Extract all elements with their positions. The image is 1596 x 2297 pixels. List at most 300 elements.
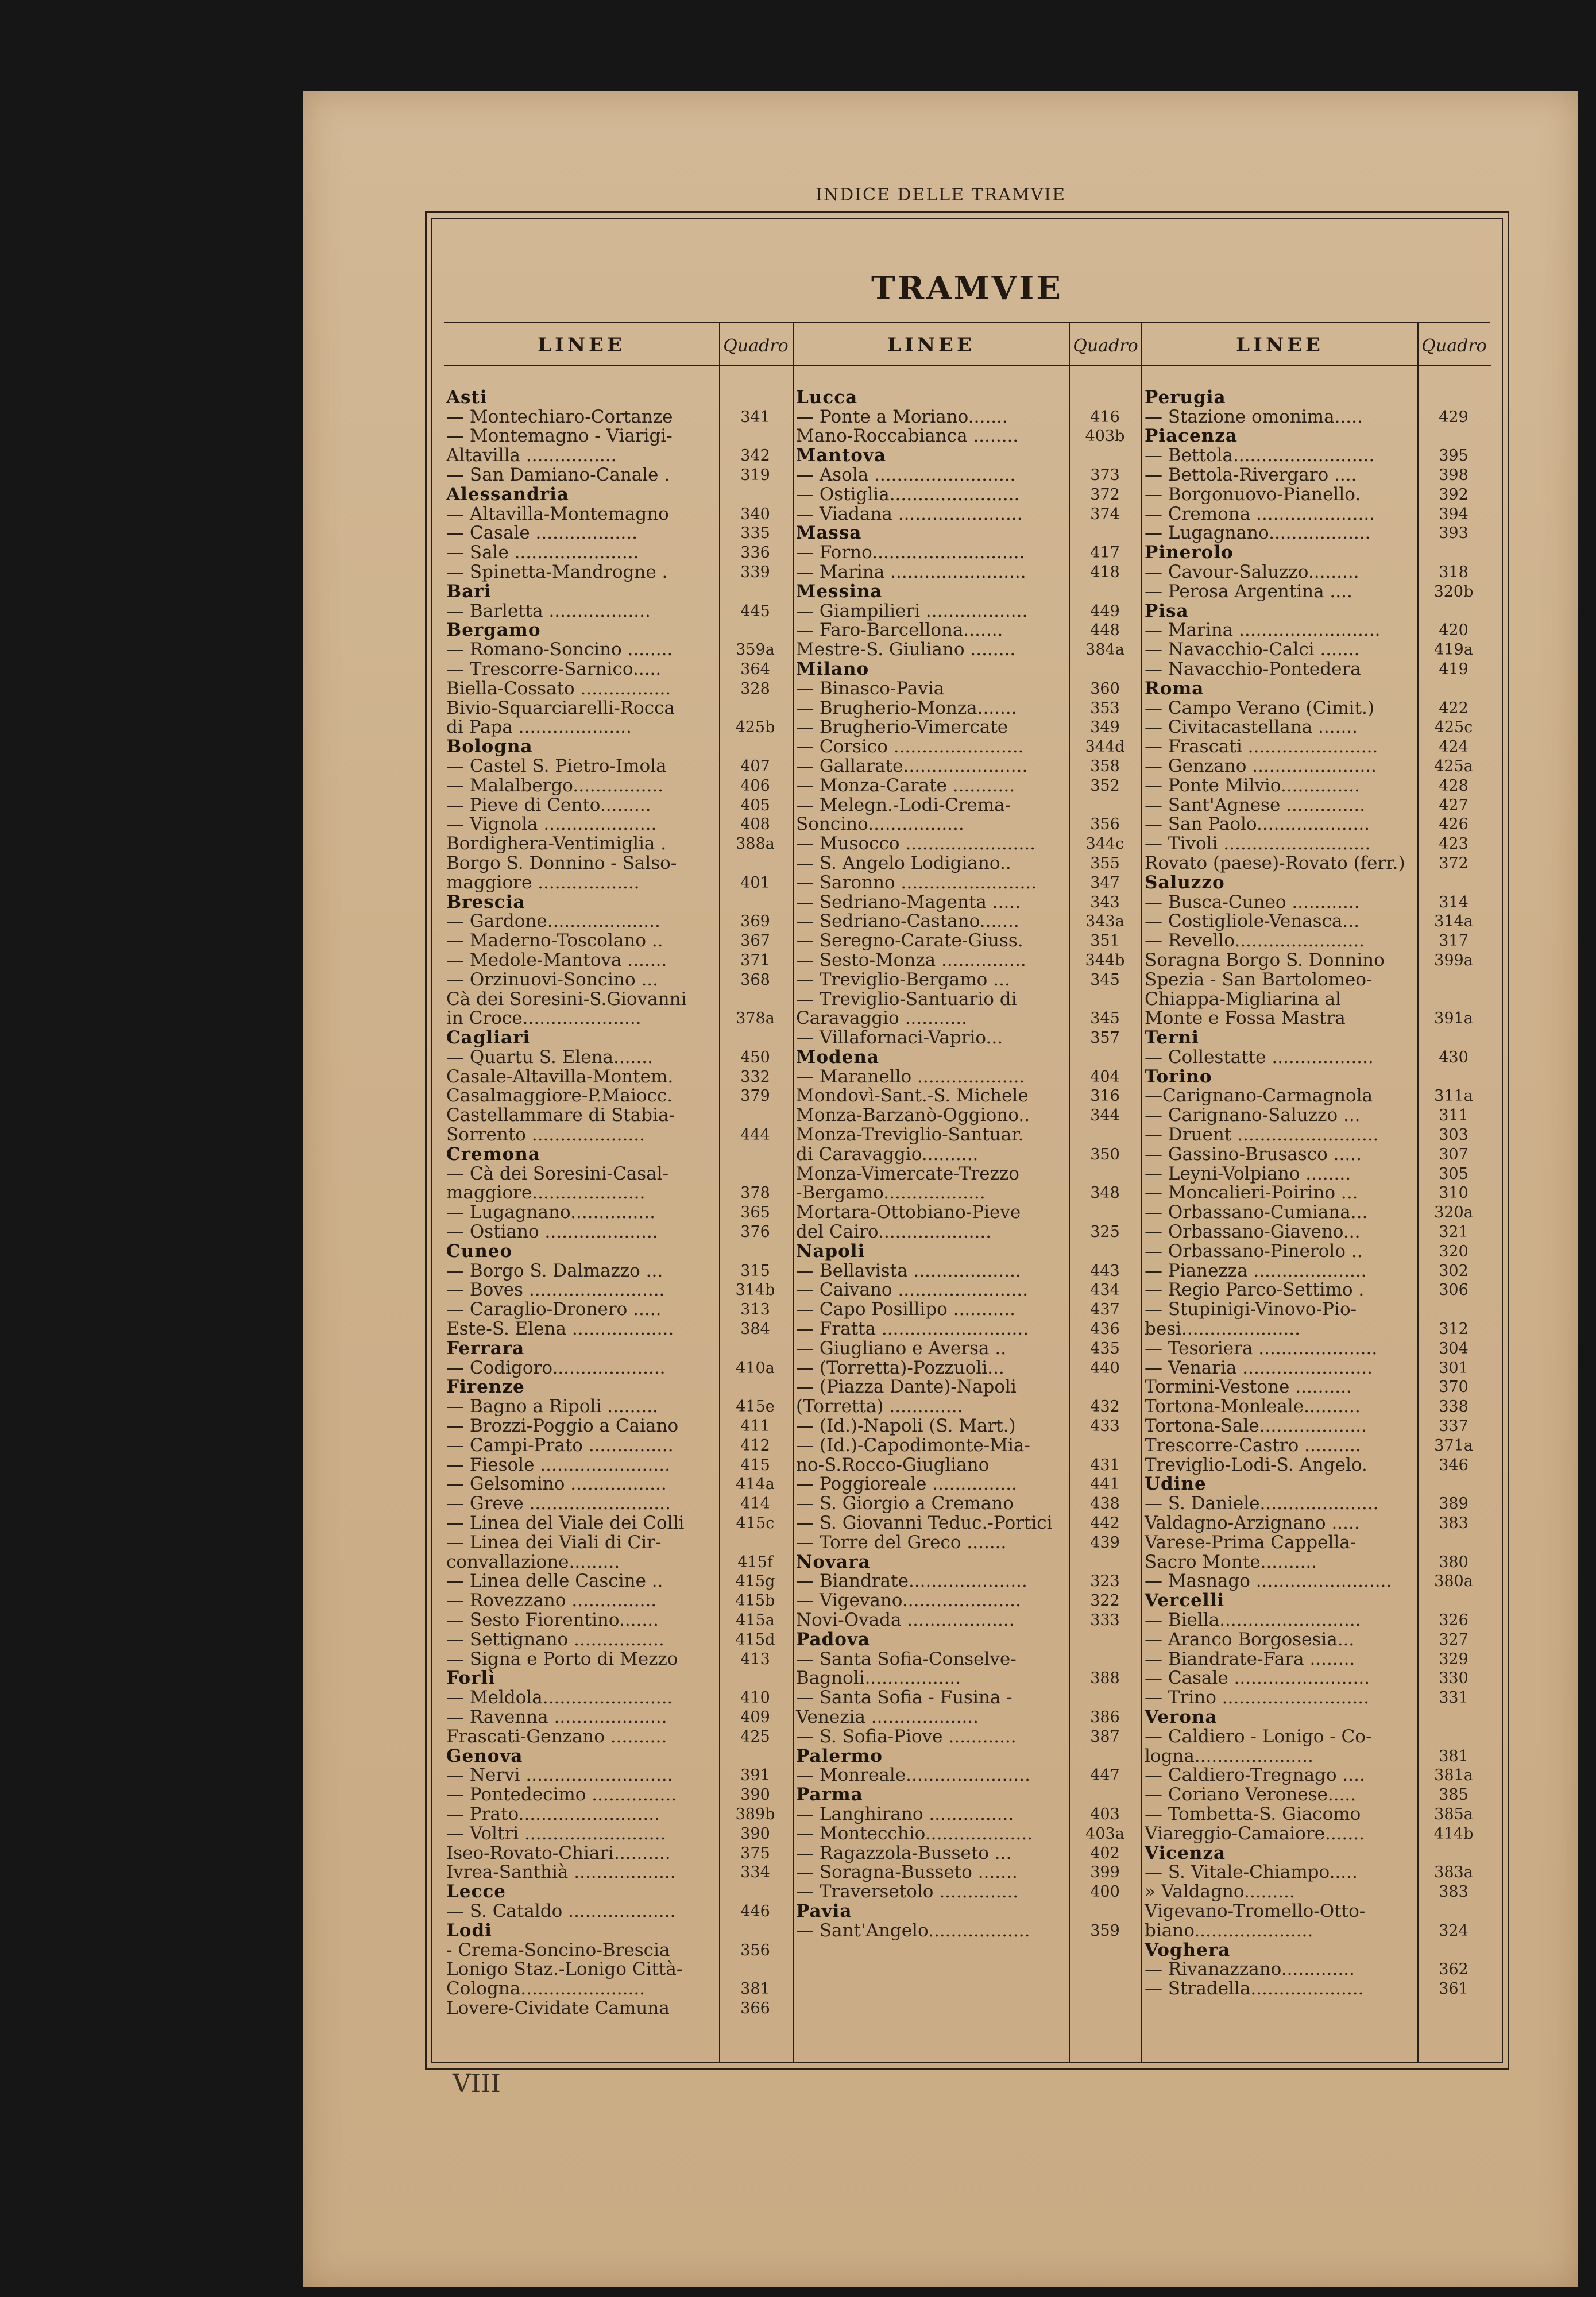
tram-line-entry	[1142, 504, 1491, 524]
quadro-number: 304	[1439, 1339, 1469, 1358]
line-name: — Caraglio-Dronero .....	[446, 1300, 662, 1320]
tram-line-entry	[444, 1494, 793, 1513]
tram-line-entry	[1142, 1649, 1491, 1669]
tram-line-entry	[444, 1455, 793, 1475]
line-name: — Faro-Barcellona.......	[796, 621, 1003, 640]
line-name: — Cavour-Saluzzo.........	[1145, 562, 1359, 582]
quadro-number: 307	[1439, 1145, 1469, 1163]
quadro-number: 426	[1439, 815, 1469, 834]
quadro-number: 358	[1090, 757, 1120, 775]
tram-line-entry	[794, 1261, 1142, 1281]
quadro-number: 364	[740, 660, 770, 678]
tram-line-entry	[794, 407, 1142, 427]
quadro-number: 418	[1090, 563, 1120, 581]
line-name: — Torre del Greco .......	[796, 1533, 1007, 1552]
quadro-number: 330	[1439, 1669, 1469, 1688]
tram-line-entry	[1142, 1533, 1491, 1552]
quadro-number: 370	[1439, 1378, 1469, 1397]
quadro-number: 384	[740, 1320, 770, 1339]
line-name: Monte e Fossa Mastra	[1145, 1009, 1346, 1028]
tram-line-entry	[444, 1960, 793, 1979]
tram-line-entry	[1142, 1746, 1491, 1766]
line-name: di Caravaggio..........	[796, 1144, 979, 1164]
quadro-number: 312	[1439, 1320, 1469, 1339]
city-name: Bergamo	[446, 621, 541, 640]
tram-line-entry	[1142, 737, 1491, 756]
city-heading	[794, 1901, 1142, 1921]
line-name: Ivrea-Santhià ..................	[446, 1863, 676, 1882]
index-frame	[425, 211, 1509, 2070]
line-name: — Lugagnano...............	[446, 1203, 655, 1223]
page-paper	[303, 91, 1578, 2287]
line-name: — (Piazza Dante)-Napoli	[796, 1378, 1017, 1397]
line-name: — Ponte a Moriano.......	[796, 407, 1008, 427]
city-heading	[444, 1242, 793, 1261]
line-name: — Binasco-Pavia	[796, 679, 945, 698]
tram-line-entry	[444, 1319, 793, 1339]
line-name: — Caivano .......................	[796, 1281, 1029, 1300]
city-name: Terni	[1145, 1028, 1199, 1048]
tram-line-entry	[444, 1047, 793, 1067]
quadro-number: 403b	[1085, 427, 1125, 446]
line-name: — Campi-Prato ...............	[446, 1436, 674, 1455]
line-name: — Treviglio-Bergamo ...	[796, 970, 1010, 989]
tram-line-entry	[444, 1416, 793, 1436]
tram-line-entry	[794, 1358, 1142, 1378]
city-heading	[1142, 388, 1491, 407]
tram-line-entry	[1142, 562, 1491, 582]
line-name: — Biandrate-Fara ........	[1145, 1649, 1355, 1669]
tram-line-entry	[794, 1125, 1142, 1144]
tram-line-entry	[444, 1901, 793, 1921]
city-name: Vicenza	[1145, 1843, 1226, 1863]
tram-line-entry	[1142, 659, 1491, 679]
tram-line-entry	[1142, 1785, 1491, 1804]
city-heading	[794, 388, 1142, 407]
tram-line-entry	[444, 1804, 793, 1824]
tram-line-entry	[444, 1785, 793, 1804]
quadro-number: 428	[1439, 776, 1469, 795]
quadro-number: 345	[1090, 1010, 1120, 1028]
city-heading	[794, 659, 1142, 679]
quadro-number: 406	[740, 776, 770, 795]
city-name: Padova	[796, 1630, 871, 1649]
quadro-number: 399a	[1434, 951, 1473, 969]
line-name: Casalmaggiore-P.Maiocc.	[446, 1086, 673, 1106]
tram-line-entry	[444, 1067, 793, 1086]
line-name: Borgo S. Donnino - Salso-	[446, 853, 677, 873]
tram-line-entry	[444, 1940, 793, 1960]
line-name: — (Torretta)-Pozzuoli...	[796, 1358, 1004, 1378]
tram-line-entry	[1142, 1086, 1491, 1106]
city-heading	[444, 1882, 793, 1901]
line-name: Bordighera-Ventimiglia .	[446, 834, 667, 854]
quadro-number: 413	[740, 1650, 770, 1668]
quadro-number: 407	[740, 757, 770, 775]
line-name: biano.....................	[1145, 1921, 1313, 1940]
line-name: — Caldiero - Lonigo - Co-	[1145, 1727, 1372, 1746]
line-name: Altavilla ................	[446, 446, 617, 466]
tram-line-entry	[1142, 1727, 1491, 1746]
line-name: logna.....................	[1145, 1746, 1313, 1766]
quadro-number: 415a	[736, 1611, 775, 1629]
tram-line-entry	[444, 1727, 793, 1746]
city-heading	[444, 1669, 793, 1688]
tram-line-entry	[444, 679, 793, 698]
line-name: — Greve .........................	[446, 1494, 671, 1514]
tram-line-entry	[1142, 1358, 1491, 1378]
tram-line-entry	[794, 621, 1142, 640]
line-name: — Sant'Agnese ..............	[1145, 795, 1366, 815]
line-name: — S. Giorgio a Cremano	[796, 1494, 1014, 1514]
tram-line-entry	[1142, 1047, 1491, 1067]
quadro-number: 343	[1090, 893, 1120, 911]
tram-line-entry	[444, 1125, 793, 1144]
line-name: — Rovezzano ...............	[446, 1591, 657, 1611]
tram-line-entry	[444, 950, 793, 970]
tram-line-entry	[794, 1513, 1142, 1533]
column-header	[794, 323, 1142, 366]
line-name: — Sesto Fiorentino.......	[446, 1611, 659, 1630]
index-list	[794, 366, 1142, 1940]
tram-line-entry	[1142, 407, 1491, 427]
tram-line-entry	[794, 1222, 1142, 1242]
line-name: — Settignano ................	[446, 1630, 664, 1649]
line-name: — Collestatte ..................	[1145, 1047, 1374, 1067]
quadro-number: 342	[740, 447, 770, 465]
line-name: — Fratta ..........................	[796, 1320, 1029, 1339]
line-name: — Santa Sofia - Fusina -	[796, 1688, 1013, 1708]
quadro-number: 378	[740, 1184, 770, 1202]
city-name: Lucca	[796, 388, 858, 407]
tram-line-entry	[794, 931, 1142, 950]
quadro-number: 415g	[735, 1572, 775, 1591]
quadro-number: 415e	[736, 1398, 775, 1416]
quadro-number: 353	[1090, 699, 1120, 717]
column-header-quadro: Quadro	[723, 336, 789, 356]
tram-line-entry	[1142, 1630, 1491, 1649]
tram-line-entry	[1142, 950, 1491, 970]
line-name: » Valdagno.........	[1145, 1882, 1295, 1902]
line-name: — Marina ........................	[796, 562, 1026, 582]
tram-line-entry	[1142, 756, 1491, 776]
tram-line-entry	[794, 1009, 1142, 1028]
tram-line-entry	[794, 1863, 1142, 1882]
line-name: — Capo Posillipo ...........	[796, 1300, 1016, 1320]
quadro-number: 318	[1439, 563, 1469, 581]
quadro-number: 437	[1090, 1301, 1120, 1319]
quadro-number: 423	[1439, 835, 1469, 853]
line-name: Chiappa-Migliarina al	[1145, 989, 1341, 1009]
line-name: Caravaggio ...........	[796, 1009, 968, 1028]
quadro-number: 403	[1090, 1805, 1120, 1823]
quadro-number: 414a	[736, 1475, 775, 1494]
line-name: — Vignola ....................	[446, 815, 657, 834]
city-name: Bari	[446, 582, 492, 601]
quadro-number: 303	[1439, 1126, 1469, 1144]
quadro-number: 379	[740, 1087, 770, 1105]
quadro-number: 341	[740, 408, 770, 426]
city-name: Bologna	[446, 737, 533, 757]
tram-line-entry	[444, 815, 793, 834]
line-name: — Stradella....................	[1145, 1979, 1364, 1999]
line-name: Bagnoli.................	[796, 1669, 961, 1688]
tram-line-entry	[1142, 1688, 1491, 1707]
tram-line-entry	[1142, 1960, 1491, 1979]
quadro-number: 302	[1439, 1262, 1469, 1280]
quadro-number: 415d	[735, 1630, 775, 1649]
quadro-number: 355	[1090, 854, 1120, 872]
line-name: Lovere-Cividate Camuna	[446, 1998, 670, 2018]
line-name: — Pieve di Cento.........	[446, 795, 651, 815]
quadro-number: 314b	[735, 1281, 775, 1300]
line-name: — Musocco .......................	[796, 834, 1036, 854]
quadro-number: 401	[740, 873, 770, 892]
line-name: — Maderno-Toscolano ..	[446, 931, 663, 951]
tram-line-entry	[444, 446, 793, 465]
quadro-number: 414b	[1433, 1824, 1474, 1843]
tram-line-entry	[794, 543, 1142, 562]
city-name: Modena	[796, 1047, 880, 1067]
line-name: — Casale ........................	[1145, 1669, 1370, 1688]
quadro-number: 388a	[736, 835, 775, 853]
line-name: Tormini-Vestone ..........	[1145, 1378, 1352, 1397]
tram-line-entry	[444, 1202, 793, 1222]
tram-line-entry	[444, 1222, 793, 1242]
tram-line-entry	[1142, 892, 1491, 912]
line-name: — Marina .........................	[1145, 621, 1381, 640]
quadro-number: 367	[740, 932, 770, 950]
line-name: di Papa ....................	[446, 718, 632, 737]
quadro-number: 362	[1439, 1960, 1469, 1979]
quadro-number: 405	[740, 796, 770, 814]
line-name: Lonigo Staz.-Lonigo Città-	[446, 1960, 683, 1979]
city-name: Cremona	[446, 1144, 540, 1164]
line-name: — S. Angelo Lodigiano..	[796, 853, 1011, 873]
tram-line-entry	[1142, 1572, 1491, 1591]
tram-line-entry	[1142, 1202, 1491, 1222]
quadro-number: 391	[740, 1766, 770, 1785]
tram-line-entry	[444, 543, 793, 562]
quadro-number: 323	[1090, 1572, 1120, 1591]
tram-line-entry	[1142, 1901, 1491, 1921]
line-name: — Revello.......................	[1145, 931, 1365, 951]
quadro-number: 429	[1439, 408, 1469, 426]
quadro-number: 369	[740, 912, 770, 931]
line-name: — Langhirano ...............	[796, 1804, 1014, 1824]
line-name: — Castel S. Pietro-Imola	[446, 756, 667, 776]
tram-line-entry	[794, 1688, 1142, 1707]
tram-line-entry	[444, 465, 793, 485]
line-name: maggiore ..................	[446, 873, 640, 892]
line-name: — Gassino-Brusasco .....	[1145, 1144, 1362, 1164]
city-heading	[1142, 1475, 1491, 1494]
tram-line-entry	[794, 718, 1142, 737]
line-name: Rovato (paese)-Rovato (ferr.)	[1145, 853, 1405, 873]
tram-line-entry	[1142, 1804, 1491, 1824]
city-name: Asti	[446, 388, 488, 407]
quadro-number: 383a	[1434, 1863, 1473, 1882]
quadro-number: 400	[1090, 1883, 1120, 1901]
city-name: Udine	[1145, 1475, 1207, 1494]
line-name: Mortara-Ottobiano-Pieve	[796, 1203, 1021, 1223]
quadro-number: 388	[1090, 1669, 1120, 1688]
city-name: Forlì	[446, 1669, 496, 1688]
tram-line-entry	[1142, 853, 1491, 873]
line-name: no-S.Rocco-Giugliano	[796, 1455, 990, 1475]
tram-line-entry	[444, 1475, 793, 1494]
quadro-number: 345	[1090, 970, 1120, 989]
tram-line-entry	[444, 853, 793, 873]
line-name: — Giugliano e Aversa ..	[796, 1339, 1007, 1358]
quadro-number: 425b	[735, 718, 775, 737]
tram-line-entry	[794, 1591, 1142, 1610]
quadro-number: 416	[1090, 408, 1120, 426]
tram-line-entry	[444, 1610, 793, 1630]
line-name: — S. Vitale-Chiampo.....	[1145, 1863, 1358, 1882]
tram-line-entry	[794, 912, 1142, 931]
line-name: Soragna Borgo S. Donnino	[1145, 950, 1385, 970]
quadro-number: 444	[740, 1126, 770, 1144]
line-name: — Tesoriera .....................	[1145, 1339, 1378, 1358]
line-name: — Orbassano-Giaveno...	[1145, 1223, 1361, 1242]
tram-line-entry	[1142, 1144, 1491, 1164]
city-name: Novara	[796, 1552, 871, 1572]
quadro-number: 439	[1090, 1533, 1120, 1552]
tram-line-entry	[794, 1610, 1142, 1630]
line-name: Castellammare di Stabia-	[446, 1106, 675, 1126]
line-name: — Bagno a Ripoli .........	[446, 1397, 658, 1417]
city-name: Perugia	[1145, 388, 1226, 407]
line-name: Novi-Ovada ...................	[796, 1611, 1015, 1630]
tram-line-entry	[794, 1436, 1142, 1455]
tram-line-entry	[794, 1707, 1142, 1727]
city-name: Verona	[1145, 1707, 1218, 1727]
city-heading	[444, 485, 793, 504]
line-name: — San Damiano-Canale .	[446, 465, 670, 485]
line-name: Soncino.................	[796, 815, 964, 834]
quadro-number: 434	[1090, 1281, 1120, 1300]
tram-line-entry	[794, 1202, 1142, 1222]
city-heading	[1142, 543, 1491, 562]
city-name: Pavia	[796, 1901, 852, 1921]
tram-line-entry	[444, 1397, 793, 1416]
city-heading	[794, 1552, 1142, 1572]
line-name: — Sedriano-Magenta .....	[796, 892, 1021, 912]
city-heading	[444, 1339, 793, 1358]
line-name: Biella-Cossato ................	[446, 679, 671, 698]
tram-line-entry	[444, 1552, 793, 1572]
line-name: — Monza-Carate ...........	[796, 776, 1015, 795]
column-header-lines: LINEE	[1236, 334, 1324, 357]
city-name: Pinerolo	[1145, 543, 1234, 563]
tram-line-entry	[794, 756, 1142, 776]
city-name: Palermo	[796, 1746, 883, 1766]
column-header	[1142, 323, 1491, 366]
line-name: — Altavilla-Montemagno	[446, 504, 669, 524]
line-name: Monza-Barzanò-Oggiono..	[796, 1106, 1030, 1126]
line-name: — Perosa Argentina ....	[1145, 582, 1352, 601]
quadro-number: 332	[740, 1068, 770, 1086]
tram-line-entry	[794, 1649, 1142, 1669]
line-name: — Orzinuovi-Soncino ...	[446, 970, 659, 989]
city-name: Brescia	[446, 892, 525, 912]
quadro-number: 399	[1090, 1863, 1120, 1882]
tram-line-entry	[444, 1281, 793, 1300]
tram-line-entry	[444, 698, 793, 718]
quadro-number: 424	[1439, 738, 1469, 756]
line-name: — Orbassano-Cumiana...	[1145, 1203, 1368, 1223]
city-heading	[794, 1242, 1142, 1261]
line-name: maggiore....................	[446, 1184, 646, 1203]
tram-line-entry	[1142, 970, 1491, 989]
tram-line-entry	[444, 795, 793, 815]
quadro-number: 322	[1090, 1592, 1120, 1610]
quadro-number: 320	[1439, 1242, 1469, 1260]
quadro-number: 356	[740, 1941, 770, 1959]
tram-line-entry	[794, 1028, 1142, 1047]
tram-line-entry	[794, 970, 1142, 989]
quadro-number: 365	[740, 1204, 770, 1222]
quadro-number: 306	[1439, 1281, 1469, 1300]
quadro-number: 415f	[737, 1553, 773, 1571]
tram-line-entry	[444, 1300, 793, 1319]
line-name: Tortona-Sale...................	[1145, 1417, 1367, 1436]
city-name: Cuneo	[446, 1242, 513, 1261]
quadro-number: 441	[1090, 1475, 1120, 1494]
line-name: — Brozzi-Poggio a Caiano	[446, 1417, 679, 1436]
city-heading	[794, 582, 1142, 601]
line-name: — Trino ..........................	[1145, 1688, 1369, 1708]
quadro-number: 414	[740, 1495, 770, 1513]
line-name: Este-S. Elena ..................	[446, 1320, 674, 1339]
line-name: Mano-Roccabianca ........	[796, 427, 1019, 446]
city-heading	[794, 446, 1142, 465]
line-name: — Biella.........................	[1145, 1611, 1361, 1630]
line-name: — S. Daniele.....................	[1145, 1494, 1379, 1514]
line-name: — Monreale......................	[796, 1766, 1030, 1785]
tram-line-entry	[1142, 640, 1491, 659]
quadro-number: 325	[1090, 1223, 1120, 1242]
line-name: — Tivoli ..........................	[1145, 834, 1371, 854]
quadro-number: 348	[1090, 1184, 1120, 1202]
tram-line-entry	[794, 1533, 1142, 1552]
line-name: — Prato.........................	[446, 1804, 660, 1824]
tram-line-entry	[794, 1766, 1142, 1785]
quadro-number: 393	[1439, 524, 1469, 543]
line-name: Sacro Monte..........	[1145, 1552, 1317, 1572]
quadro-number: 402	[1090, 1844, 1120, 1862]
tram-line-entry	[794, 1494, 1142, 1513]
line-name: — S. Giovanni Teduc.-Portici	[796, 1514, 1053, 1533]
tram-line-entry	[1142, 1882, 1491, 1901]
line-name: Varese-Prima Cappella-	[1145, 1533, 1357, 1552]
quadro-number: 317	[1439, 932, 1469, 950]
quadro-number: 412	[740, 1436, 770, 1455]
tram-line-entry	[444, 1630, 793, 1649]
tram-line-entry	[794, 1843, 1142, 1863]
quadro-number: 301	[1439, 1359, 1469, 1377]
quadro-number: 415c	[736, 1514, 775, 1533]
tram-line-entry	[444, 776, 793, 795]
tram-line-entry	[1142, 815, 1491, 834]
line-name: — Venaria .......................	[1145, 1358, 1373, 1378]
line-name: — Ostiano ....................	[446, 1223, 658, 1242]
quadro-number: 347	[1090, 873, 1120, 892]
line-name: — Fiesole .......................	[446, 1455, 670, 1475]
line-name: Mondovì-Sant.-S. Michele	[796, 1086, 1029, 1106]
line-name: — Cremona .....................	[1145, 504, 1375, 524]
